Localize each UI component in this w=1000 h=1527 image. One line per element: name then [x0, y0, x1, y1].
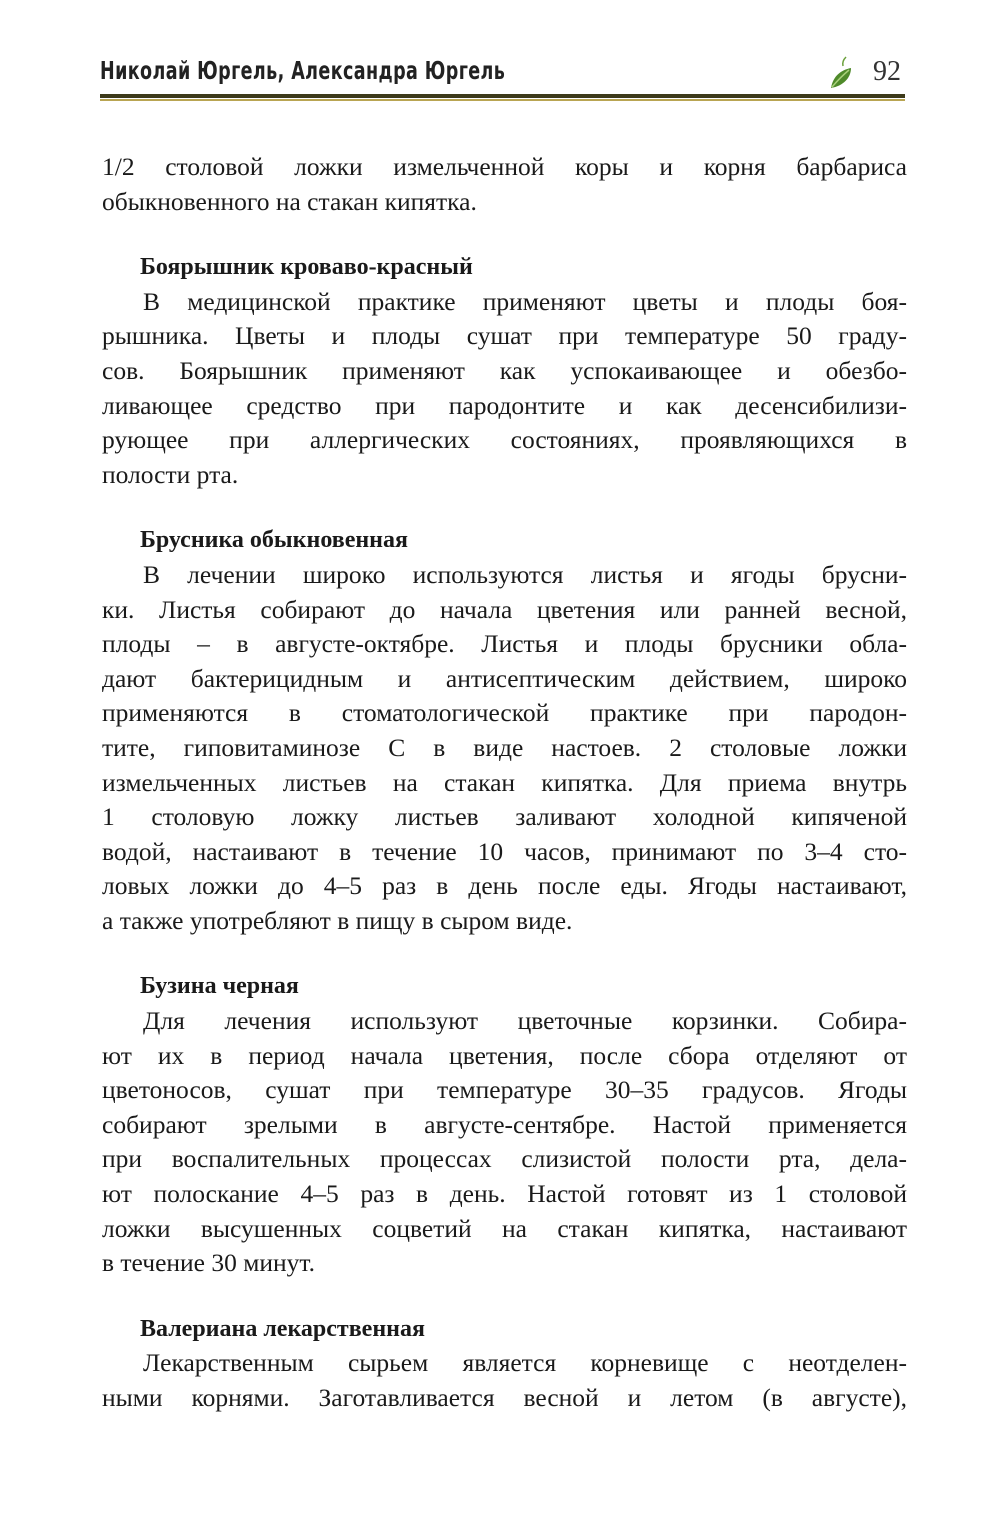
section-heading: Боярышник кроваво-красный [140, 254, 473, 281]
section-heading: Валериана лекарственная [140, 1315, 425, 1342]
page-number: 92 [873, 56, 901, 87]
text-line: при воспалительных процессах слизистой полости рта, дела- [102, 1144, 907, 1174]
text-line: Лекарственным сырьем является корневище с неотделен- [143, 1348, 907, 1378]
text-line: собирают зрелыми в августе-сентябре. Настой применяется [102, 1109, 907, 1139]
text-line: плоды – в августе-октябре. Листья и плоды брусники обла- [102, 629, 907, 659]
header-authors: Николай Юргель, Александра Юргель [100, 56, 506, 85]
section-heading: Бузина черная [140, 973, 299, 1000]
text-line: тите, гиповитаминозе С в виде настоев. 2 столовые ложки [102, 732, 907, 762]
text-line: ными корнями. Заготавливается весной и летом (в августе), [102, 1383, 907, 1412]
text-line: В лечении широко используются листья и ягоды брусни- [143, 559, 907, 589]
header-rule [100, 94, 905, 98]
text-line: ловых ложки до 4–5 раз в день после еды. Ягоды настаивают, [102, 871, 907, 901]
text-line: В медицинской практике применяют цветы и плоды боя- [143, 286, 907, 316]
text-line: ложки высушенных соцветий на стакан кипятка, настаивают [102, 1213, 907, 1243]
text-line: 1/2 столовой ложки измельченной коры и корня барбариса [102, 152, 907, 181]
text-line: полости рта. [102, 459, 239, 489]
text-line: водой, настаивают в течение 10 часов, принимают по 3–4 сто- [102, 836, 907, 866]
text-line: применяются в стоматологической практике при пародон- [102, 698, 907, 728]
text-line: Для лечения используют цветочные корзинки. Собира- [143, 1006, 907, 1036]
text-line: цветоносов, сушат при температуре 30–35 градусов. Ягоды [102, 1075, 907, 1105]
text-line: измельченных листьев на стакан кипятка. Для приема внутрь [102, 767, 907, 797]
section-heading: Брусника обыкновенная [140, 527, 408, 554]
text-line: ливающее средство при пародонтите и как десенсибилизи- [102, 390, 907, 420]
page-body [102, 150, 907, 1416]
running-header [100, 52, 905, 98]
text-line: а также употребляют в пищу в сыром виде. [102, 905, 573, 935]
text-line: обыкновенного на стакан кипятка. [102, 186, 477, 216]
text-line: ют полоскание 4–5 раз в день. Настой готовят из 1 столовой [102, 1179, 907, 1209]
text-line: ют их в период начала цветения, после сбора отделяют от [102, 1040, 907, 1070]
text-line: дают бактерицидным и антисептическим действием, широко [102, 663, 907, 693]
text-line: в течение 30 минут. [102, 1248, 316, 1278]
leaf-icon [829, 56, 855, 90]
text-line: рующее при аллергических состояниях, проявляющихся в [102, 425, 907, 455]
text-line: 1 столовую ложку листьев заливают холодной кипяченой [102, 802, 907, 832]
text-line: рышника. Цветы и плоды сушат при температуре 50 граду- [102, 321, 907, 351]
header-rule-accent [100, 99, 905, 101]
text-line: ки. Листья собирают до начала цветения или ранней весной, [102, 594, 907, 624]
text-line: сов. Боярышник применяют как успокаивающее и обезбо- [102, 355, 907, 385]
